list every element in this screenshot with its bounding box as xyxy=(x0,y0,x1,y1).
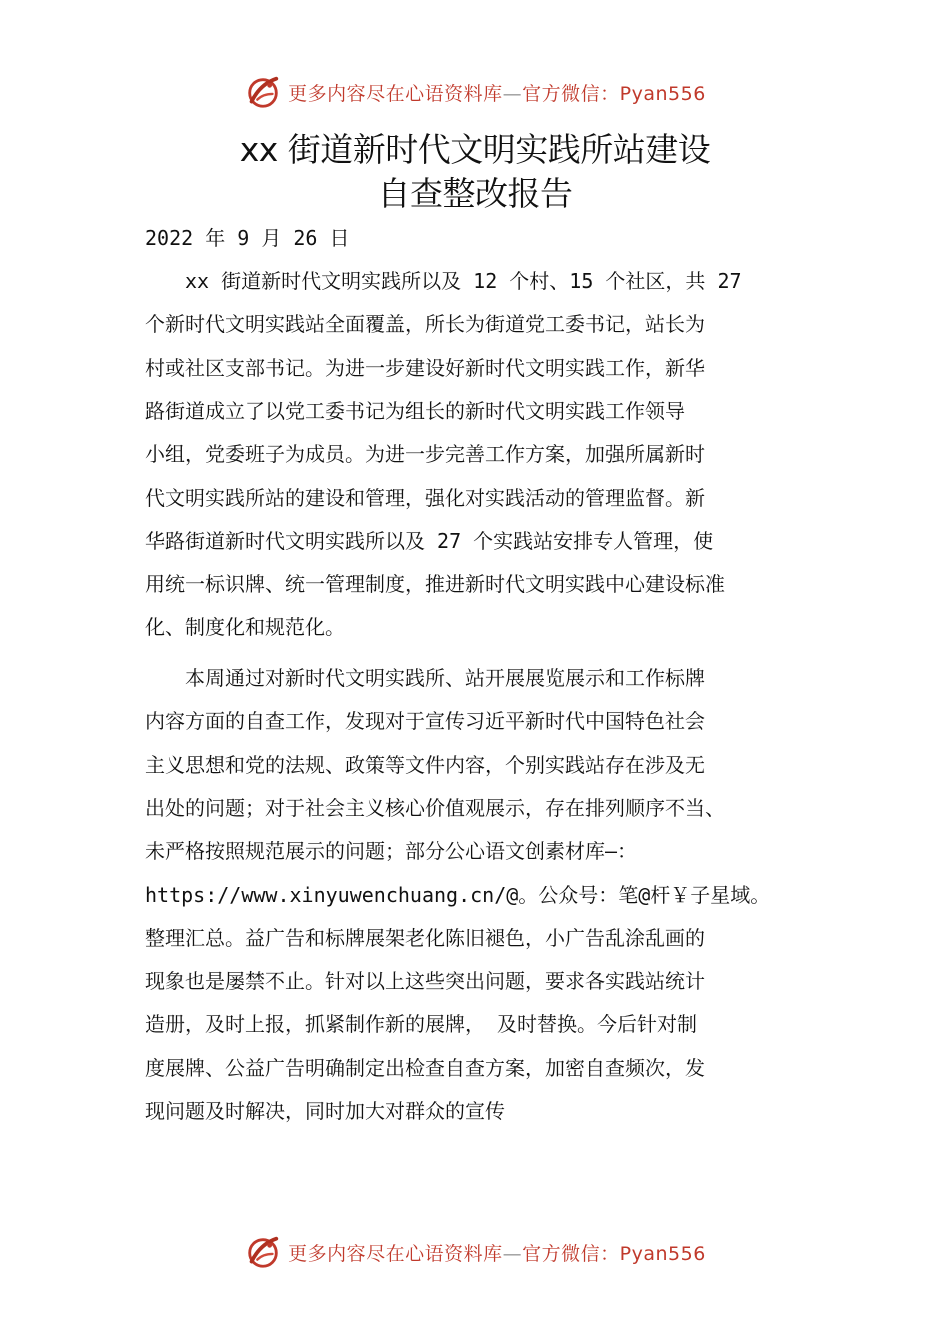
footer-banner-wechat: 官方微信：Pyan556 xyxy=(522,1242,706,1265)
footer-banner-text xyxy=(288,1239,706,1266)
text-line: 村或社区支部书记。为进一步建设好新时代文明实践工作，新华 xyxy=(145,355,705,380)
header-banner-separator: — xyxy=(502,82,523,105)
header-banner-text xyxy=(288,79,706,106)
header-banner-wechat: 官方微信：Pyan556 xyxy=(522,82,706,105)
text-line: 出处的问题；对于社会主义核心价值观展示，存在排列顺序不当、 xyxy=(145,795,725,820)
footer-banner xyxy=(0,1230,950,1274)
text-line: 主义思想和党的法规、政策等文件内容，个别实践站存在涉及无 xyxy=(145,752,705,777)
header-banner xyxy=(0,70,950,114)
brush-logo-icon xyxy=(244,73,282,111)
text-line: 现象也是屡禁不止。针对以上这些突出问题，要求各实践站统计 xyxy=(145,969,705,994)
footer-banner-separator: — xyxy=(502,1242,523,1265)
text-line: 整理汇总。益广告和标牌展架老化陈旧褪色，小广告乱涂乱画的 xyxy=(145,925,705,950)
footer-banner-slogan: 更多内容尽在心语资料库 xyxy=(288,1242,503,1265)
text-line: xx 街道新时代文明实践所以及 12 个村、15 个社区，共 27 xyxy=(145,269,742,293)
text-line: 度展牌、公益广告明确制定出检查自查方案，加密自查频次，发 xyxy=(145,1055,705,1080)
text-line: 用统一标识牌、统一管理制度，推进新时代文明实践中心建设标准 xyxy=(145,572,725,597)
document-date: 2022 年 9 月 26 日 xyxy=(145,226,350,250)
text-line: 本周通过对新时代文明实践所、站开展展览展示和工作标牌 xyxy=(145,666,705,690)
text-line: 路街道成立了以党工委书记为组长的新时代文明实践工作领导 xyxy=(145,398,685,423)
document-title-line-2: 自查整改报告 xyxy=(377,174,573,213)
text-line: https://www.xinyuwenchuang.cn/@。公众号：笔@杆￥子星域。 xyxy=(145,882,771,907)
brush-logo-icon xyxy=(244,1233,282,1271)
text-line: 华路街道新时代文明实践所以及 27 个实践站安排专人管理，使 xyxy=(145,528,714,553)
text-line: 代文明实践所站的建设和管理，强化对实践活动的管理监督。新 xyxy=(145,485,705,510)
text-line: 个新时代文明实践站全面覆盖，所长为街道党工委书记，站长为 xyxy=(145,312,705,337)
header-banner-slogan: 更多内容尽在心语资料库 xyxy=(288,82,503,105)
text-line: 小组，党委班子为成员。为进一步完善工作方案，加强所属新时 xyxy=(145,442,705,467)
text-line: 化、制度化和规范化。 xyxy=(145,615,345,640)
text-line: 现问题及时解决，同时加大对群众的宣传 xyxy=(145,1099,505,1123)
document-title-line-1: xx 街道新时代文明实践所站建设 xyxy=(239,130,711,169)
text-line: 未严格按照规范展示的问题；部分公心语文创素材库—： xyxy=(145,839,638,864)
text-line: 造册，及时上报，抓紧制作新的展牌， 及时替换。今后针对制 xyxy=(145,1012,698,1037)
text-line: 内容方面的自查工作，发现对于宣传习近平新时代中国特色社会 xyxy=(145,709,705,734)
